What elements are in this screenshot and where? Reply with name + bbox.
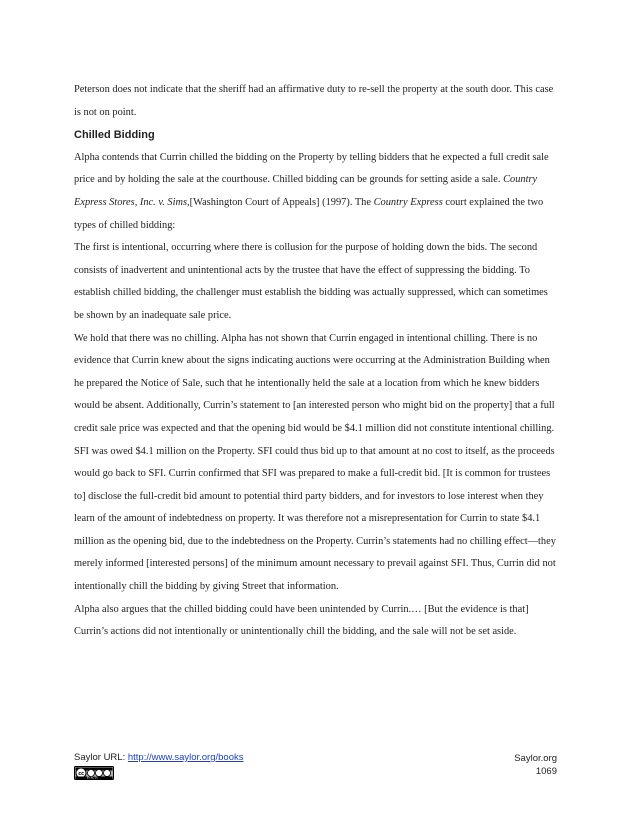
- creative-commons-license-icon[interactable]: [74, 766, 114, 780]
- paragraph-alpha: Alpha also argues that the chilled bidding could have been unintended by Currin.… [But the evidence is that] Currin’s actions did not intentionally or unintentionally chill the bidding, and the sale will not be set aside.: [74, 603, 529, 638]
- paragraph-chilled-bidding: [74, 147, 558, 237]
- section-heading: Chilled Bidding: [74, 129, 155, 142]
- license-badge-text: BY NC SA: [87, 776, 98, 780]
- document-body: [74, 79, 558, 644]
- svg-text:cc: cc: [78, 771, 85, 777]
- footer-site: Saylor.org: [514, 753, 557, 764]
- court-name: Country Express: [373, 196, 443, 208]
- case-name: Country Express Stores, Inc. v. Sims: [74, 174, 538, 208]
- paragraph-text: ,[Washington Court of Appeals] (1997). The: [187, 196, 374, 208]
- footer-url-link[interactable]: http://www.saylor.org/books: [127, 752, 244, 763]
- footer-url-label: Saylor URL:: [74, 752, 128, 763]
- paragraph-text: Alpha contends that Currin chilled the bidding on the Property by telling bidders that he expected a full credit sale price and by holding the sale at the courthouse. Chilled bidding can be grounds for setting aside a sale.: [74, 151, 549, 186]
- paragraph-holding: We hold that there was no chilling. Alpha has not shown that Currin engaged in intentional chilling. There is no evidence that Currin knew about the signs indicating auctions were occurring at the Administration Building when he prepared the Notice of Sale, such that he intentionally held the sale at a location from which he knew bidders would be absent. Additionally, Currin’s statement to [an interested person who might bid on the property] that a full credit sale price was expected and that the opening bid would be $4.1 million did not constitute intentional chilling. SFI was owed $4.1 million on the Property. SFI could thus bid up to that amount at no cost to itself, as the proceeds would go back to SFI. Currin confirmed that SFI was prepared to make a full-credit bid. [It is common for trustees to] disclose the full-credit bid amount to potential third party bidders, and for investors to lose interest when they learn of the amount of indebtedness on property. It was therefore not a misrepresentation for Currin to state $4.1 million as the opening bid, due to the indebtedness on the Property. Currin’s statements had no chilling effect—they merely informed [interested persons] of the minimum amount necessary to prevail against SFI. Thus, Currin did not intentionally chill the bidding by giving Street that information.: [74, 332, 556, 593]
- paragraph-types: The first is intentional, occurring where there is collusion for the purpose of holding down the bids. The second consists of inadvertent and unintentional acts by the trustee that have the effect of suppressing the bidding. To establish chilled bidding, the challenger must establish the bidding was actually suppressed, which can sometimes be shown by an inadequate sale price.: [74, 242, 548, 321]
- footer-page-info: [514, 752, 557, 778]
- paragraph-peterson: Peterson does not indicate that the sheriff had an affirmative duty to re-sell the property at the south door. This case is not on point.: [74, 84, 554, 118]
- paragraph-text: court explained the two types of chilled bidding:: [74, 196, 544, 231]
- footer-source: [74, 752, 244, 764]
- page-number: 1069: [535, 766, 557, 777]
